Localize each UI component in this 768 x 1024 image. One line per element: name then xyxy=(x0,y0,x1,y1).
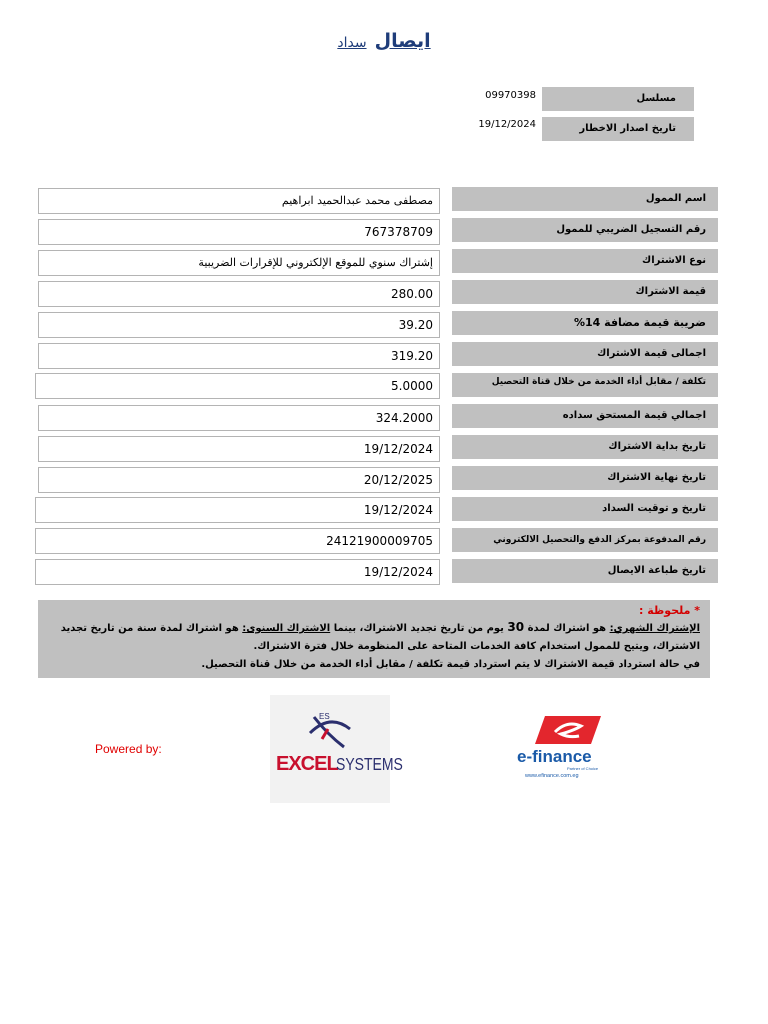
note-text-1d: يوم من تاريخ تجديد الاشتراك، بينما xyxy=(330,623,508,634)
receipt-title xyxy=(0,30,768,52)
note-monthly-term: الإشتراك الشهري: xyxy=(609,623,700,634)
receipt-title-sub: سداد xyxy=(337,35,367,51)
payment-reference-value: 24121900009705 xyxy=(35,528,440,554)
start-date-value: 19/12/2024 xyxy=(38,436,440,462)
total-due-label: اجمالي قيمة المستحق سداده xyxy=(452,404,718,428)
taxpayer-name-label: اسم الممول xyxy=(452,187,718,211)
efinance-logo xyxy=(505,708,640,788)
note-line-1 xyxy=(38,618,700,638)
payment-date-label: تاريخ و توقيت السداد xyxy=(452,497,718,521)
vat-label: ضريبة قيمة مضافة 14% xyxy=(452,311,718,335)
efinance-name: e-finance xyxy=(517,747,592,766)
note-text-1b: هو اشتراك لمدة xyxy=(524,623,610,634)
note-text-1f: هو اشتراك لمدة سنة من تاريخ تجديد xyxy=(60,623,243,634)
serial-label: مسلسل xyxy=(542,87,694,111)
subscription-amount-label: قيمة الاشتراك xyxy=(452,280,718,304)
note-title: * ملحوظة : xyxy=(639,604,700,617)
powered-by-label: Powered by: xyxy=(95,742,162,756)
note-annual-term: الاشتراك السنوى: xyxy=(242,623,331,634)
start-date-label: تاريخ بداية الاشتراك xyxy=(452,435,718,459)
excel-logo-systems: SYSTEMS xyxy=(336,755,403,775)
efinance-url: www.efinance.com.eg xyxy=(525,773,579,779)
subscription-type-value: إشتراك سنوي للموقع الإلكتروني للإقرارات الضريبية xyxy=(38,250,440,276)
print-date-value: 19/12/2024 xyxy=(35,559,440,585)
print-date-label: تاريخ طباعة الايصال xyxy=(452,559,718,583)
subscription-type-label: نوع الاشتراك xyxy=(452,249,718,273)
excel-logo-es: ES xyxy=(319,712,330,721)
note-box xyxy=(38,600,710,678)
excel-logo-name: EXCEL xyxy=(276,753,338,775)
payment-date-value: 19/12/2024 xyxy=(35,497,440,523)
subscription-amount-value: 280.00 xyxy=(38,281,440,307)
note-days: 30 xyxy=(507,620,525,634)
total-due-value: 324.2000 xyxy=(38,405,440,431)
efinance-tagline: Partner of Choice xyxy=(567,766,599,771)
subscription-total-label: اجمالى قيمة الاشتراك xyxy=(452,342,718,366)
serial-value: 09970398 xyxy=(485,90,536,101)
end-date-value: 20/12/2025 xyxy=(38,467,440,493)
end-date-label: تاريخ نهاية الاشتراك xyxy=(452,466,718,490)
excel-systems-logo xyxy=(270,695,403,803)
taxpayer-name-value: مصطفى محمد عبدالحميد ابراهيم xyxy=(38,188,440,214)
notice-date-label: تاريخ اصدار الاخطار xyxy=(542,117,694,141)
notice-date-value: 19/12/2024 xyxy=(478,119,536,130)
note-line-3: في حالة استرداد قيمة الاشتراك لا يتم استرداد قيمة تكلفة / مقابل أداء الخدمة من خلال قناة التحصيل. xyxy=(201,659,700,670)
subscription-total-value: 319.20 xyxy=(38,343,440,369)
service-fee-value: 5.0000 xyxy=(35,373,440,399)
vat-value: 39.20 xyxy=(38,312,440,338)
excel-systems-mark xyxy=(270,695,403,803)
tax-registration-label: رقم التسجيل الضريبي للممول xyxy=(452,218,718,242)
tax-registration-value: 767378709 xyxy=(38,219,440,245)
efinance-mark xyxy=(505,708,640,788)
receipt-title-main: ايصال xyxy=(374,30,431,52)
note-line-2: الاشتراك، ويتيح للممول استخدام كافة الخدمات المتاحة على المنظومة خلال فترة الاشتراك. xyxy=(253,641,700,652)
payment-reference-label: رقم المدفوعة بمركز الدفع والتحصيل الالكتروني xyxy=(452,528,718,552)
service-fee-label: تكلفة / مقابل أداء الخدمة من خلال قناة التحصيل xyxy=(452,373,718,397)
